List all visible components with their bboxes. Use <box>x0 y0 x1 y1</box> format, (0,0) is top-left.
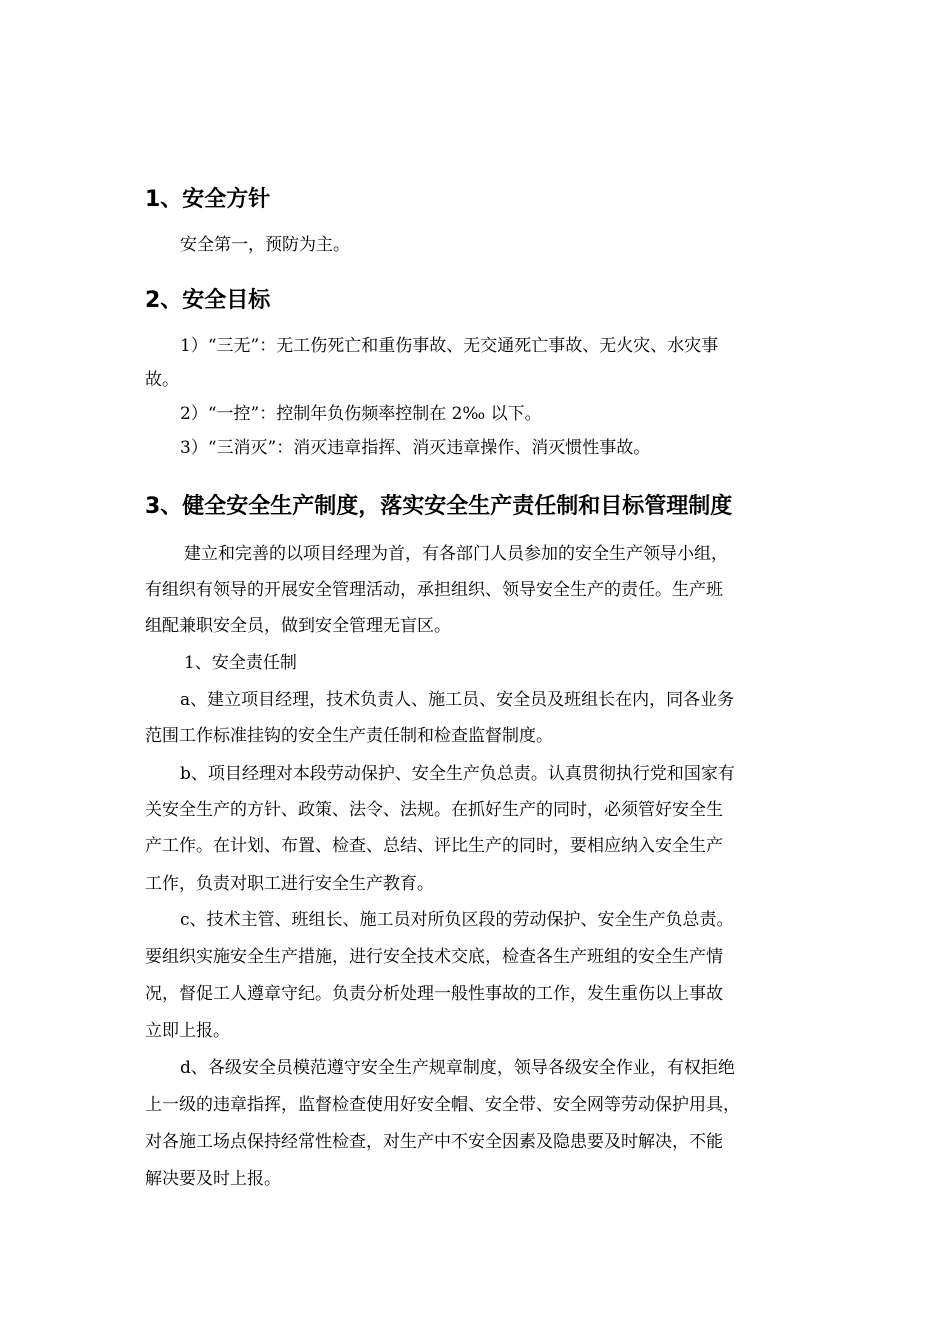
para-a-line-1: a、建立项目经理，技术负责人、施工员、安全员及班组长在内，同各业务 <box>180 690 735 710</box>
para-b-line-4: 工作，负责对职工进行安全生产教育。 <box>145 874 434 894</box>
section-heading-goals: 2、安全目标 <box>145 288 271 313</box>
intro-line-3: 组配兼职安全员，做到安全管理无盲区。 <box>145 616 451 636</box>
para-c-line-4: 立即上报。 <box>145 1021 230 1041</box>
para-a-line-2: 范围工作标准挂钩的安全生产责任制和检查监督制度。 <box>145 726 553 746</box>
section-heading-policy: 1、安全方针 <box>145 187 271 212</box>
goal-item-1-line-2: 故。 <box>145 370 179 390</box>
policy-text: 安全第一，预防为主。 <box>180 235 350 255</box>
goal-item-3: 3）“三消灭”：消灭违章指挥、消灭违章操作、消灭惯性事故。 <box>180 438 651 458</box>
intro-line-2: 有组织有领导的开展安全管理活动，承担组织、领导安全生产的责任。生产班 <box>145 580 723 600</box>
intro-line-1: 建立和完善的以项目经理为首，有各部门人员参加的安全生产领导小组， <box>184 544 728 564</box>
para-b-line-3: 产工作。在计划、布置、检查、总结、评比生产的同时，要相应纳入安全生产 <box>145 836 723 856</box>
para-c-line-2: 要组织实施安全生产措施，进行安全技术交底，检查各生产班组的安全生产情 <box>145 947 723 967</box>
para-c-line-3: 况，督促工人遵章守纪。负责分析处理一般性事故的工作，发生重伤以上事故 <box>145 984 723 1004</box>
section-heading-system: 3、健全安全生产制度，落实安全生产责任制和目标管理制度 <box>145 494 733 519</box>
para-b-line-1: b、项目经理对本段劳动保护、安全生产负总责。认真贯彻执行党和国家有 <box>180 764 735 784</box>
para-d-line-3: 对各施工场点保持经常性检查，对生产中不安全因素及隐患要及时解决，不能 <box>145 1132 723 1152</box>
sub-heading-responsibility: 1、安全责任制 <box>184 653 297 673</box>
para-c-line-1: c、技术主管、班组长、施工员对所负区段的劳动保护、安全生产负总责。 <box>180 910 734 930</box>
para-d-line-2: 上一级的违章指挥，监督检查使用好安全帽、安全带、安全网等劳动保护用具， <box>145 1095 740 1115</box>
para-d-line-4: 解决要及时上报。 <box>145 1169 281 1189</box>
goal-item-1-line-1: 1）“三无”：无工伤死亡和重伤事故、无交通死亡事故、无火灾、水灾事 <box>180 336 719 356</box>
para-b-line-2: 关安全生产的方针、政策、法令、法规。在抓好生产的同时，必须管好安全生 <box>145 800 723 820</box>
goal-item-2: 2）“一控”：控制年负伤频率控制在 2‰ 以下。 <box>180 404 542 424</box>
para-d-line-1: d、各级安全员模范遵守安全生产规章制度，领导各级安全作业，有权拒绝 <box>180 1058 735 1078</box>
